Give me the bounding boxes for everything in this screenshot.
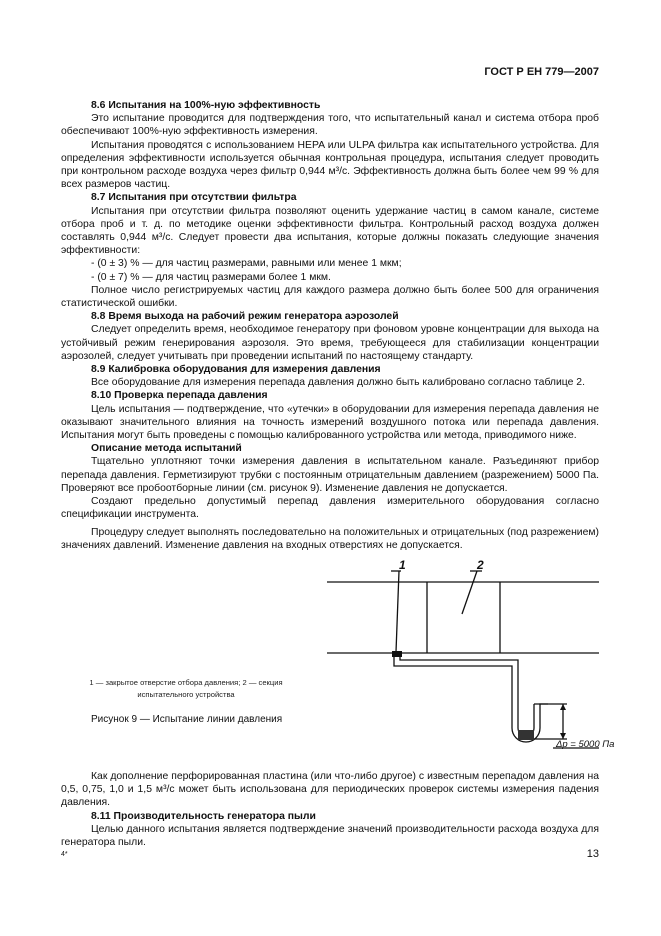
- section-8-9-paragraph-1: Все оборудование для измерения перепада давления должно быть калибровано согласно таблице 2.: [91, 377, 585, 389]
- section-8-7-paragraph-2: Полное число регистрируемых частиц для каждого размера должно быть более 500 для ограничения статистической ошибки.: [61, 284, 599, 310]
- section-8-11-title: 8.11 Производительность генератора пыли: [91, 810, 316, 822]
- sheet-mark: 4*: [61, 851, 68, 858]
- section-8-10-paragraph-2: Тщательно уплотняют точки измерения давления в испытательном канале. Разъединяют прибор перепада давления. Герметизируют трубки с постоянным отрицательным давлением (разрежением) 5000 Па. Проверяют все пробоотборные линии (см. рисунок 9). Изменение давления не допускается.: [61, 456, 599, 494]
- section-8-6-paragraph-2: Испытания проводятся с использованием HEPA или ULPA фильтра как испытательного устройства. Для определения эффективности используется обычная контрольная процедура, испытания следует проводить при контрольном расходе воздуха через фильтр 0,944 м³/с. Эффективность должна быть более чем 99 % для всех размеров частиц.: [61, 139, 599, 191]
- section-8-10-paragraph-1: Цель испытания — подтверждение, что «утечки» в оборудовании для измерения перепада давления не оказывают значительного влияния на точность измерений воздушного потока или перепада давления. Испытания могут быть проведены с помощью калиброванного устройства или метода, приводимого ниже.: [61, 403, 599, 442]
- closed-pressure-port: [392, 651, 402, 657]
- figure-label-1: 1: [399, 557, 406, 572]
- test-method-subtitle: Описание метода испытаний: [91, 443, 242, 455]
- dp-value-label: Δp = 5000 Па: [556, 738, 615, 750]
- section-8-6-paragraph-1: Это испытание проводится для подтверждения того, что испытательный канал и система отбора проб обеспечивают 100%-ную эффективность измерения.: [61, 113, 599, 138]
- leader-1: [396, 571, 399, 652]
- leader-2: [462, 571, 477, 614]
- section-8-10-paragraph-3: Создают предельно допустимый перепад давления измерительного оборудования согласно спецификации инструмента.: [61, 496, 599, 521]
- figure-9: [61, 552, 615, 770]
- dp-arrow-up: [560, 704, 566, 710]
- section-8-8-title: 8.8 Время выхода на рабочий режим генератора аэрозолей: [91, 311, 399, 323]
- figure-legend: 1 — закрытое отверстие отбора давления; 2 — секция испытательного устройства: [89, 677, 283, 699]
- document-header: ГОСТ Р ЕН 779—2007: [484, 66, 599, 78]
- section-8-9-title: 8.9 Калибровка оборудования для измерения давления: [91, 364, 381, 376]
- manometer-fluid: [518, 730, 534, 740]
- page-number: 13: [586, 848, 599, 860]
- after-figure-paragraph: Как дополнение перфорированная пластина (или что-либо другое) с известным перепадом давления на 0,5, 0,75, 1,0 и 1,5 м³/с может быть использована для периодических проверок системы измерения падения давления.: [61, 770, 599, 809]
- section-8-7-list-item-2: - (0 ± 7) % — для частиц размерами более 1 мкм.: [91, 271, 331, 283]
- section-8-11-paragraph-1: Целью данного испытания является подтверждение значений производительности расхода воздуха для генератора пыли.: [61, 823, 599, 848]
- figure-label-2: 2: [477, 557, 484, 572]
- section-8-10-title: 8.10 Проверка перепада давления: [91, 390, 268, 402]
- pressure-tube-outer: [394, 653, 548, 742]
- section-8-10-paragraph-4: Процедуру следует выполнять последовательно на положительных и отрицательных (под разрежением) значениях давлений. Изменение давления на входных отверстиях не допускается.: [61, 526, 599, 551]
- pressure-line-diagram: [327, 552, 615, 752]
- figure-caption: Рисунок 9 — Испытание линии давления: [91, 713, 283, 725]
- section-8-8-paragraph-1: Следует определить время, необходимое генератору при фоновом уровне концентрации для выхода на устойчивый режим генерирования аэрозоля. Это время, требующееся для стабилизации концентрации аэрозолей, следует учитывать при проведении испытаний по настоящему стандарту.: [61, 324, 599, 362]
- page-body: [61, 99, 615, 849]
- section-8-6-title: 8.6 Испытания на 100%-ную эффективность: [91, 100, 321, 111]
- section-8-7-list-item-1: - (0 ± 3) % — для частиц размерами, равными или менее 1 мкм;: [91, 258, 402, 270]
- section-8-7-paragraph-1: Испытания при отсутствии фильтра позволяют оценить удержание частиц в самом канале, системе отбора проб и т. д. по методике оценки эффективности фильтра. Контрольный расход воздуха должен составлять 0,944 м³/с. Следует провести два испытания, которые должны показать следующие значения эффективности:: [61, 205, 599, 257]
- section-8-7-title: 8.7 Испытания при отсутствии фильтра: [91, 192, 297, 204]
